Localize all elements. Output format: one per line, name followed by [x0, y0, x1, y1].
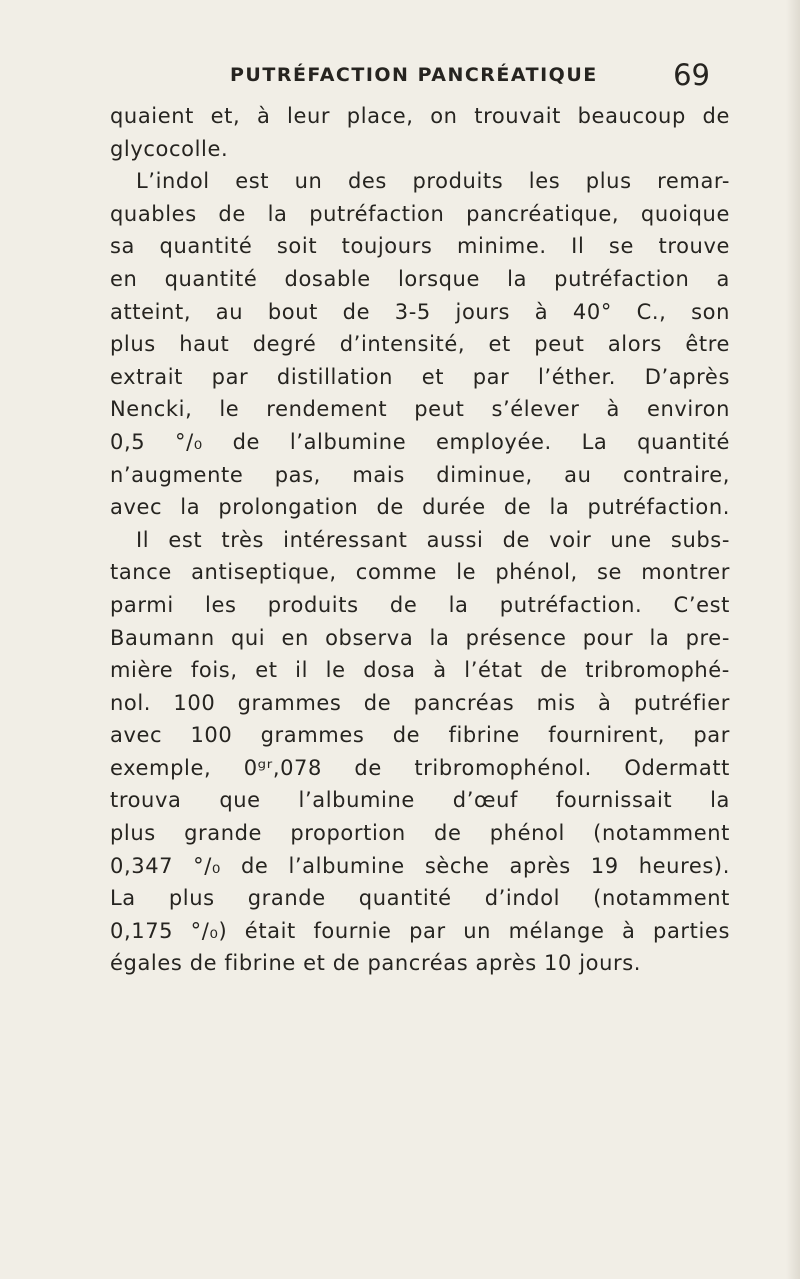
- text-line: sa quantité soit toujours minime. Il se trouve: [110, 234, 730, 259]
- text-line: avec la prolongation de durée de la putréfaction.: [110, 495, 730, 520]
- text-line: tance antiseptique, comme le phénol, se montrer: [110, 560, 730, 585]
- text-line: Baumann qui en observa la présence pour la pre-: [110, 625, 730, 650]
- text-line: nol. 100 grammes de pancréas mis à putréfier: [110, 690, 730, 715]
- text-line: atteint, au bout de 3-5 jours à 40° C., son: [110, 299, 730, 324]
- text-line: glycocolle.: [110, 136, 229, 161]
- running-title: PUTRÉFACTION PANCRÉATIQUE: [230, 64, 598, 86]
- text-line: avec 100 grammes de fibrine fournirent, par: [110, 723, 730, 748]
- page-edge-shadow: [786, 0, 800, 1279]
- text-line: plus haut degré d’intensité, et peut alors être: [110, 332, 730, 357]
- text-line: L’indol est un des produits les plus remar-: [136, 169, 730, 194]
- text-line: Nencki, le rendement peut s’élever à environ: [110, 397, 730, 422]
- body-text: [110, 100, 730, 980]
- text-line: La plus grande quantité d’indol (notamment: [110, 886, 730, 911]
- text-line: 0,175 °/₀) était fournie par un mélange à parties: [110, 918, 730, 943]
- page-number: 69: [673, 58, 710, 92]
- text-line: quaient et, à leur place, on trouvait beaucoup de: [110, 104, 730, 128]
- page-header: [110, 58, 710, 94]
- text-line: quables de la putréfaction pancréatique, quoique: [110, 201, 730, 226]
- text-line: égales de fibrine et de pancréas après 10 jours.: [110, 951, 642, 976]
- text-line: trouva que l’albumine d’œuf fournissait la: [110, 788, 730, 813]
- text-line: Il est très intéressant aussi de voir une subs-: [136, 527, 730, 552]
- text-line: parmi les produits de la putréfaction. C’est: [110, 592, 730, 617]
- text-line: n’augmente pas, mais diminue, au contraire,: [110, 462, 730, 487]
- text-line: 0,5 °/₀ de l’albumine employée. La quantité: [110, 429, 730, 454]
- text-line: extrait par distillation et par l’éther. D’après: [110, 364, 730, 389]
- text-line: 0,347 °/₀ de l’albumine sèche après 19 heures).: [110, 853, 730, 878]
- text-line: plus grande proportion de phénol (notamment: [110, 821, 730, 846]
- text-line: exemple, 0ᵍʳ,078 de tribromophénol. Odermatt: [110, 755, 730, 780]
- text-line: en quantité dosable lorsque la putréfaction a: [110, 266, 730, 291]
- text-line: mière fois, et il le dosa à l’état de tribromophé-: [110, 658, 730, 683]
